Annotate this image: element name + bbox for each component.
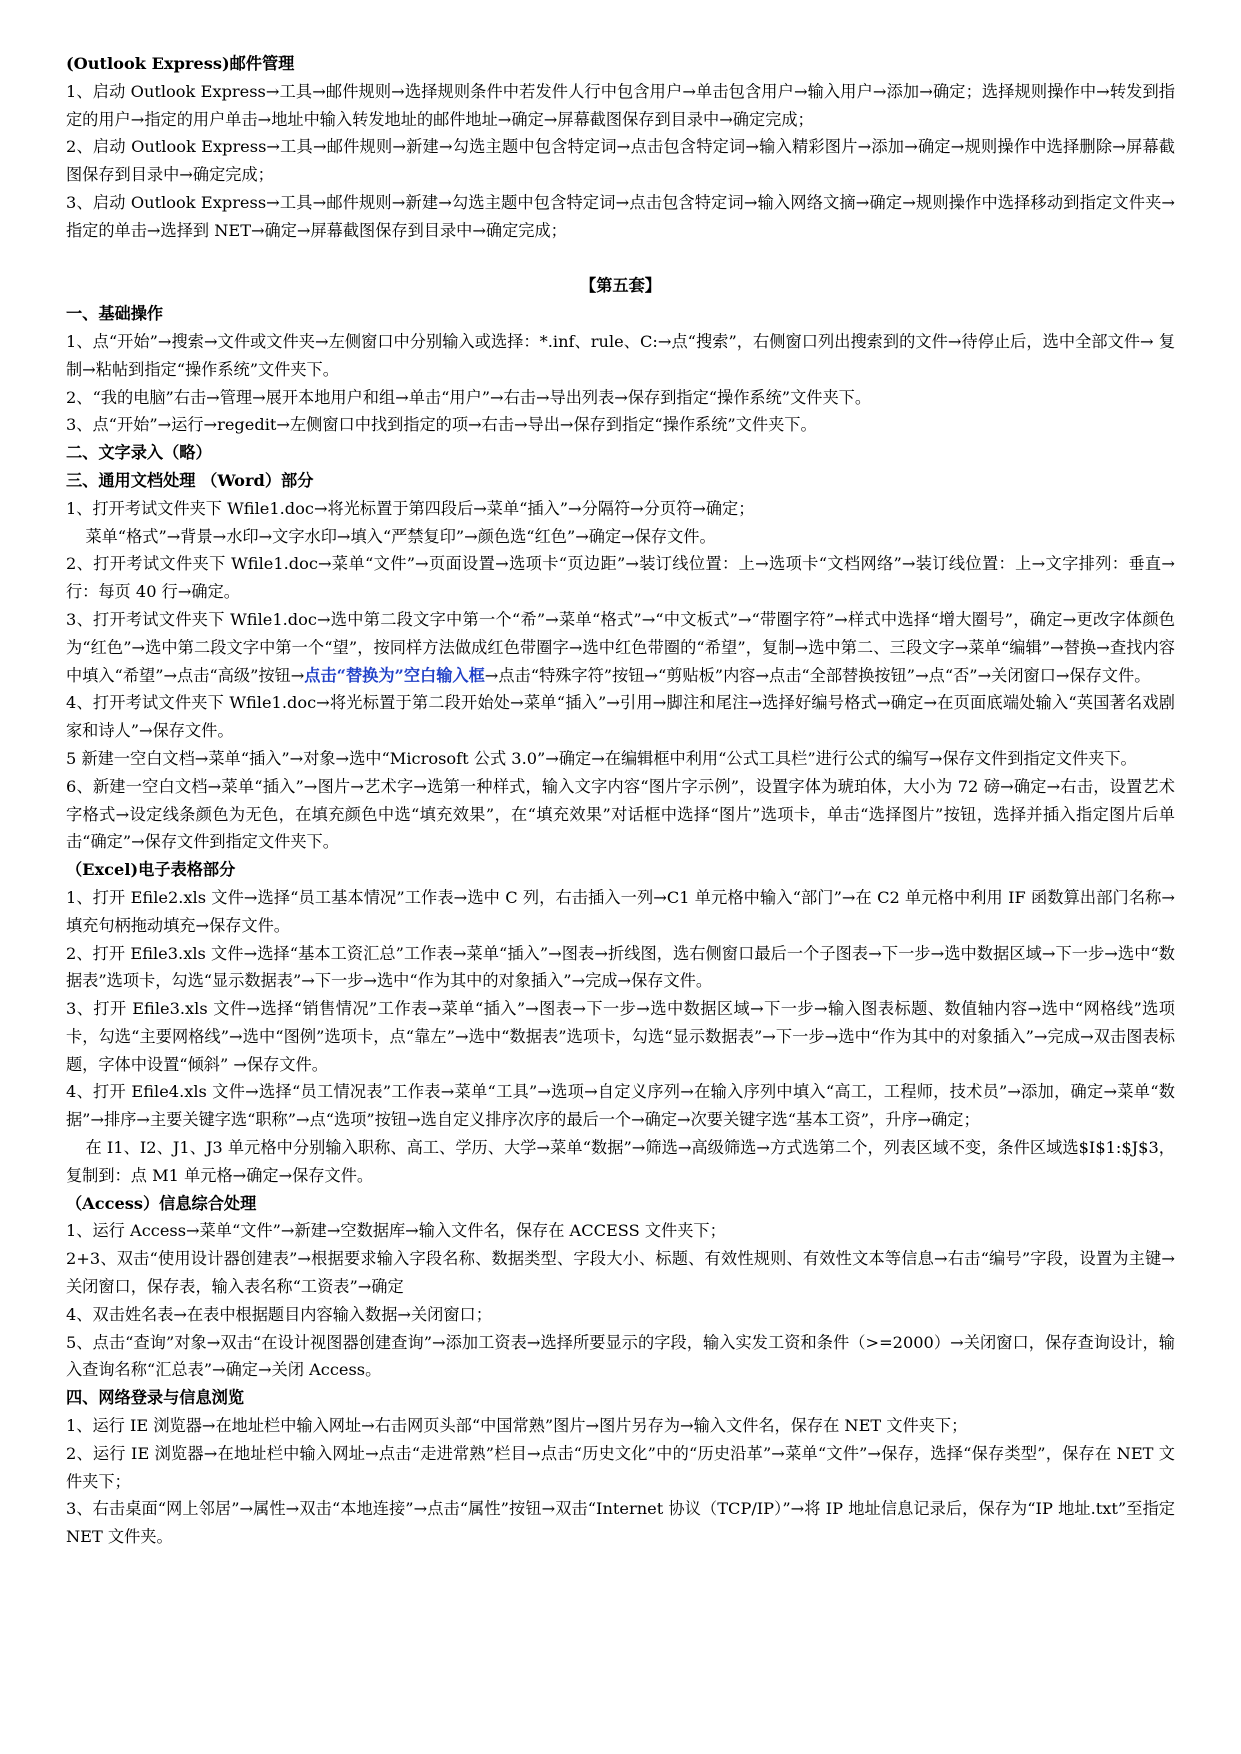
excel-item-3: 3、打开 Efile3.xls 文件→选择“销售情况”工作表→菜单“插入”→图表→下一步→选中数据区域→下一步→输入图表标题、数值轴内容→选中“网格线”选项卡，勾选“主要网格线”→选中“图例”选项卡，点“靠左”→选中“数据表”选项卡，勾选“显示数据表”→下一步→选中“作为其中的对象插入”→完成→双击图表标题，字体中设置“倾斜” →保存文件。 bbox=[66, 999, 1175, 1074]
excel-item-4b: 在 I1、I2、J1、J3 单元格中分别输入职称、高工、学历、大学→菜单“数据”→筛选→高级筛选→方式选第二个，列表区域不变，条件区域选$I$1:$J$3，复制到：点 M1 单元格→确定→保存文件。 bbox=[66, 1138, 1175, 1185]
outlook-item-1: 1、启动 Outlook Express→工具→邮件规则→选择规则条件中若发件人行中包含用户→单击包含用户→输入用户→添加→确定；选择规则操作中→转发到指定的用户→指定的用户单击→地址中输入转发地址的邮件地址→确定→屏幕截图保存到目录中→确定完成； bbox=[66, 81, 1175, 129]
excel-item-1: 1、打开 Efile2.xls 文件→选择“员工基本情况”工作表→选中 C 列，右击插入一列→C1 单元格中输入“部门”→在 C2 单元格中利用 IF 函数算出部门名称→填充句柄拖动填充→保存文件。 bbox=[66, 887, 1175, 935]
word-item-1b: 菜单“格式”→背景→水印→文字水印→填入“严禁复印”→颜色选“红色”→确定→保存文件。 bbox=[85, 526, 716, 546]
word-item-2: 2、打开考试文件夹下 Wfile1.doc→菜单“文件”→页面设置→选项卡“页边距”→装订线位置：上→选项卡“文档网络”→装订线位置：上→文字排列：垂直→行：每页 40 行→确定。 bbox=[66, 554, 1175, 602]
spacer bbox=[66, 245, 1175, 273]
word-item-6: 6、新建一空白文档→菜单“插入”→图片→艺术字→选第一种样式，输入文字内容“图片字示例”，设置字体为琥珀体，大小为 72 磅→确定→右击，设置艺术字格式→设定线条颜色为无色，在填充颜色中选“填充效果”，在“填充效果”对话框中选择“图片”选项卡，单击“选择图片”按钮，选择并插入指定图片后单击“确定”→保存文件到指定文件夹下。 bbox=[66, 776, 1175, 852]
access-item-2: 2+3、双击“使用设计器创建表”→根据要求输入字段名称、数据类型、字段大小、标题、有效性规则、有效性文本等信息→右击“编号”字段，设置为主键→关闭窗口，保存表，输入表名称“工资表”→确定 bbox=[66, 1249, 1175, 1297]
word-item-3-pre: 3、打开考试文件夹下 Wfile1.doc→选中第二段文字中第一个“希”→菜单“格式”→“中文板式”→“带圈字符”→样式中选择“增大圈号”，确定→更改字体颜色为“红色”→选中第二段文字中第一个“望”，按同样方法做成红色带圈字→选中红色带圈的“希望”，复制→选中第二、三段文字→菜单“编辑”→替换→查找内容中填入“希望”→点击“高级”按钮→ bbox=[66, 609, 1175, 685]
basic-item-1: 1、点“开始”→搜索→文件或文件夹→左侧窗口中分别输入或选择：*.inf、rule、C:→点“搜索”，右侧窗口列出搜索到的文件→待停止后，选中全部文件→ 复制→粘帖到指定“操作系统”文件夹下。 bbox=[66, 331, 1175, 379]
basic-item-3: 3、点“开始”→运行→regedit→左侧窗口中找到指定的项→右击→导出→保存到指定“操作系统”文件夹下。 bbox=[66, 415, 817, 435]
word-item-3 bbox=[66, 606, 1175, 689]
outlook-heading: (Outlook Express)邮件管理 bbox=[66, 54, 295, 73]
outlook-item-2: 2、启动 Outlook Express→工具→邮件规则→新建→勾选主题中包含特定词→点击包含特定词→输入精彩图片→添加→确定→规则操作中选择删除→屏幕截图保存到目录中→确定完成； bbox=[66, 137, 1175, 185]
word-item-1: 1、打开考试文件夹下 Wfile1.doc→将光标置于第四段后→菜单“插入”→分隔符→分页符→确定； bbox=[66, 498, 755, 518]
word-heading: 三、通用文档处理 （Word）部分 bbox=[66, 470, 314, 490]
excel-item-4: 4、打开 Efile4.xls 文件→选择“员工情况表”工作表→菜单“工具”→选项→自定义序列→在输入序列中填入“高工，工程师，技术员”→添加，确定→菜单“数据”→排序→主要关键字选“职称”→点“选项”按钮→选自定义排序次序的最后一个→确定→次要关键字选“基本工资”，升序→确定； bbox=[66, 1082, 1175, 1130]
outlook-item-3: 3、启动 Outlook Express→工具→邮件规则→新建→勾选主题中包含特定词→点击包含特定词→输入网络文摘→确定→规则操作中选择移动到指定文件夹→指定的单击→选择到 NET→确定→屏幕截图保存到目录中→确定完成； bbox=[66, 192, 1175, 240]
network-item-1: 1、运行 IE 浏览器→在地址栏中输入网址→右击网页头部“中国常熟”图片→图片另存为→输入文件名，保存在 NET 文件夹下； bbox=[66, 1416, 968, 1436]
access-item-1: 1、运行 Access→菜单“文件”→新建→空数据库→输入文件名，保存在 ACCESS 文件夹下； bbox=[66, 1221, 726, 1241]
set-title: 【第五套】 bbox=[580, 276, 661, 296]
excel-heading: （Excel)电子表格部分 bbox=[66, 860, 236, 880]
word-item-5: 5 新建一空白文档→菜单“插入”→对象→选中“Microsoft 公式 3.0”→确定→在编辑框中利用“公式工具栏”进行公式的编写→保存文件到指定文件夹下。 bbox=[66, 748, 1137, 768]
basic-item-2: 2、“我的电脑”右击→管理→展开本地用户和组→单击“用户”→右击→导出列表→保存到指定“操作系统”文件夹下。 bbox=[66, 387, 872, 407]
basic-heading: 一、基础操作 bbox=[66, 304, 164, 324]
access-item-3: 4、双击姓名表→在表中根据题目内容输入数据→关闭窗口； bbox=[66, 1304, 492, 1324]
excel-item-2: 2、打开 Efile3.xls 文件→选择“基本工资汇总”工作表→菜单“插入”→图表→折线图，选右侧窗口最后一个子图表→下一步→选中数据区域→下一步→选中“数据表”选项卡，勾选“显示数据表”→下一步→选中“作为其中的对象插入”→完成→保存文件。 bbox=[66, 943, 1175, 991]
access-item-4: 5、点击“查询”对象→双击“在设计视图器创建查询”→添加工资表→选择所要显示的字段，输入实发工资和条件（>=2000）→关闭窗口，保存查询设计，输入查询名称“汇总表”→确定→关闭 Access。 bbox=[66, 1332, 1175, 1380]
network-item-2: 2、运行 IE 浏览器→在地址栏中输入网址→点击“走进常熟”栏目→点击“历史文化”中的“历史沿革”→菜单“文件”→保存，选择“保存类型”，保存在 NET 文件夹下； bbox=[66, 1443, 1175, 1491]
network-item-3: 3、右击桌面“网上邻居”→属性→双击“本地连接”→点击“属性”按钮→双击“Internet 协议（TCP/IP）”→将 IP 地址信息记录后，保存为“IP 地址.txt”至指定 NET 文件夹。 bbox=[66, 1499, 1175, 1547]
typing-heading: 二、文字录入（略） bbox=[66, 443, 212, 463]
access-heading: （Access）信息综合处理 bbox=[66, 1193, 257, 1213]
word-item-4: 4、打开考试文件夹下 Wfile1.doc→将光标置于第二段开始处→菜单“插入”→引用→脚注和尾注→选择好编号格式→确定→在页面底端处输入“英国著名戏剧家和诗人”→保存文件。 bbox=[66, 693, 1175, 741]
word-item-3-highlight: 点击“替换为”空白输入框 bbox=[304, 665, 485, 685]
word-item-3-post: →点击“特殊字符”按钮→“剪贴板”内容→点击“全部替换按钮”→点“否”→关闭窗口→保存文件。 bbox=[484, 665, 1151, 685]
network-heading: 四、网络登录与信息浏览 bbox=[66, 1388, 245, 1408]
